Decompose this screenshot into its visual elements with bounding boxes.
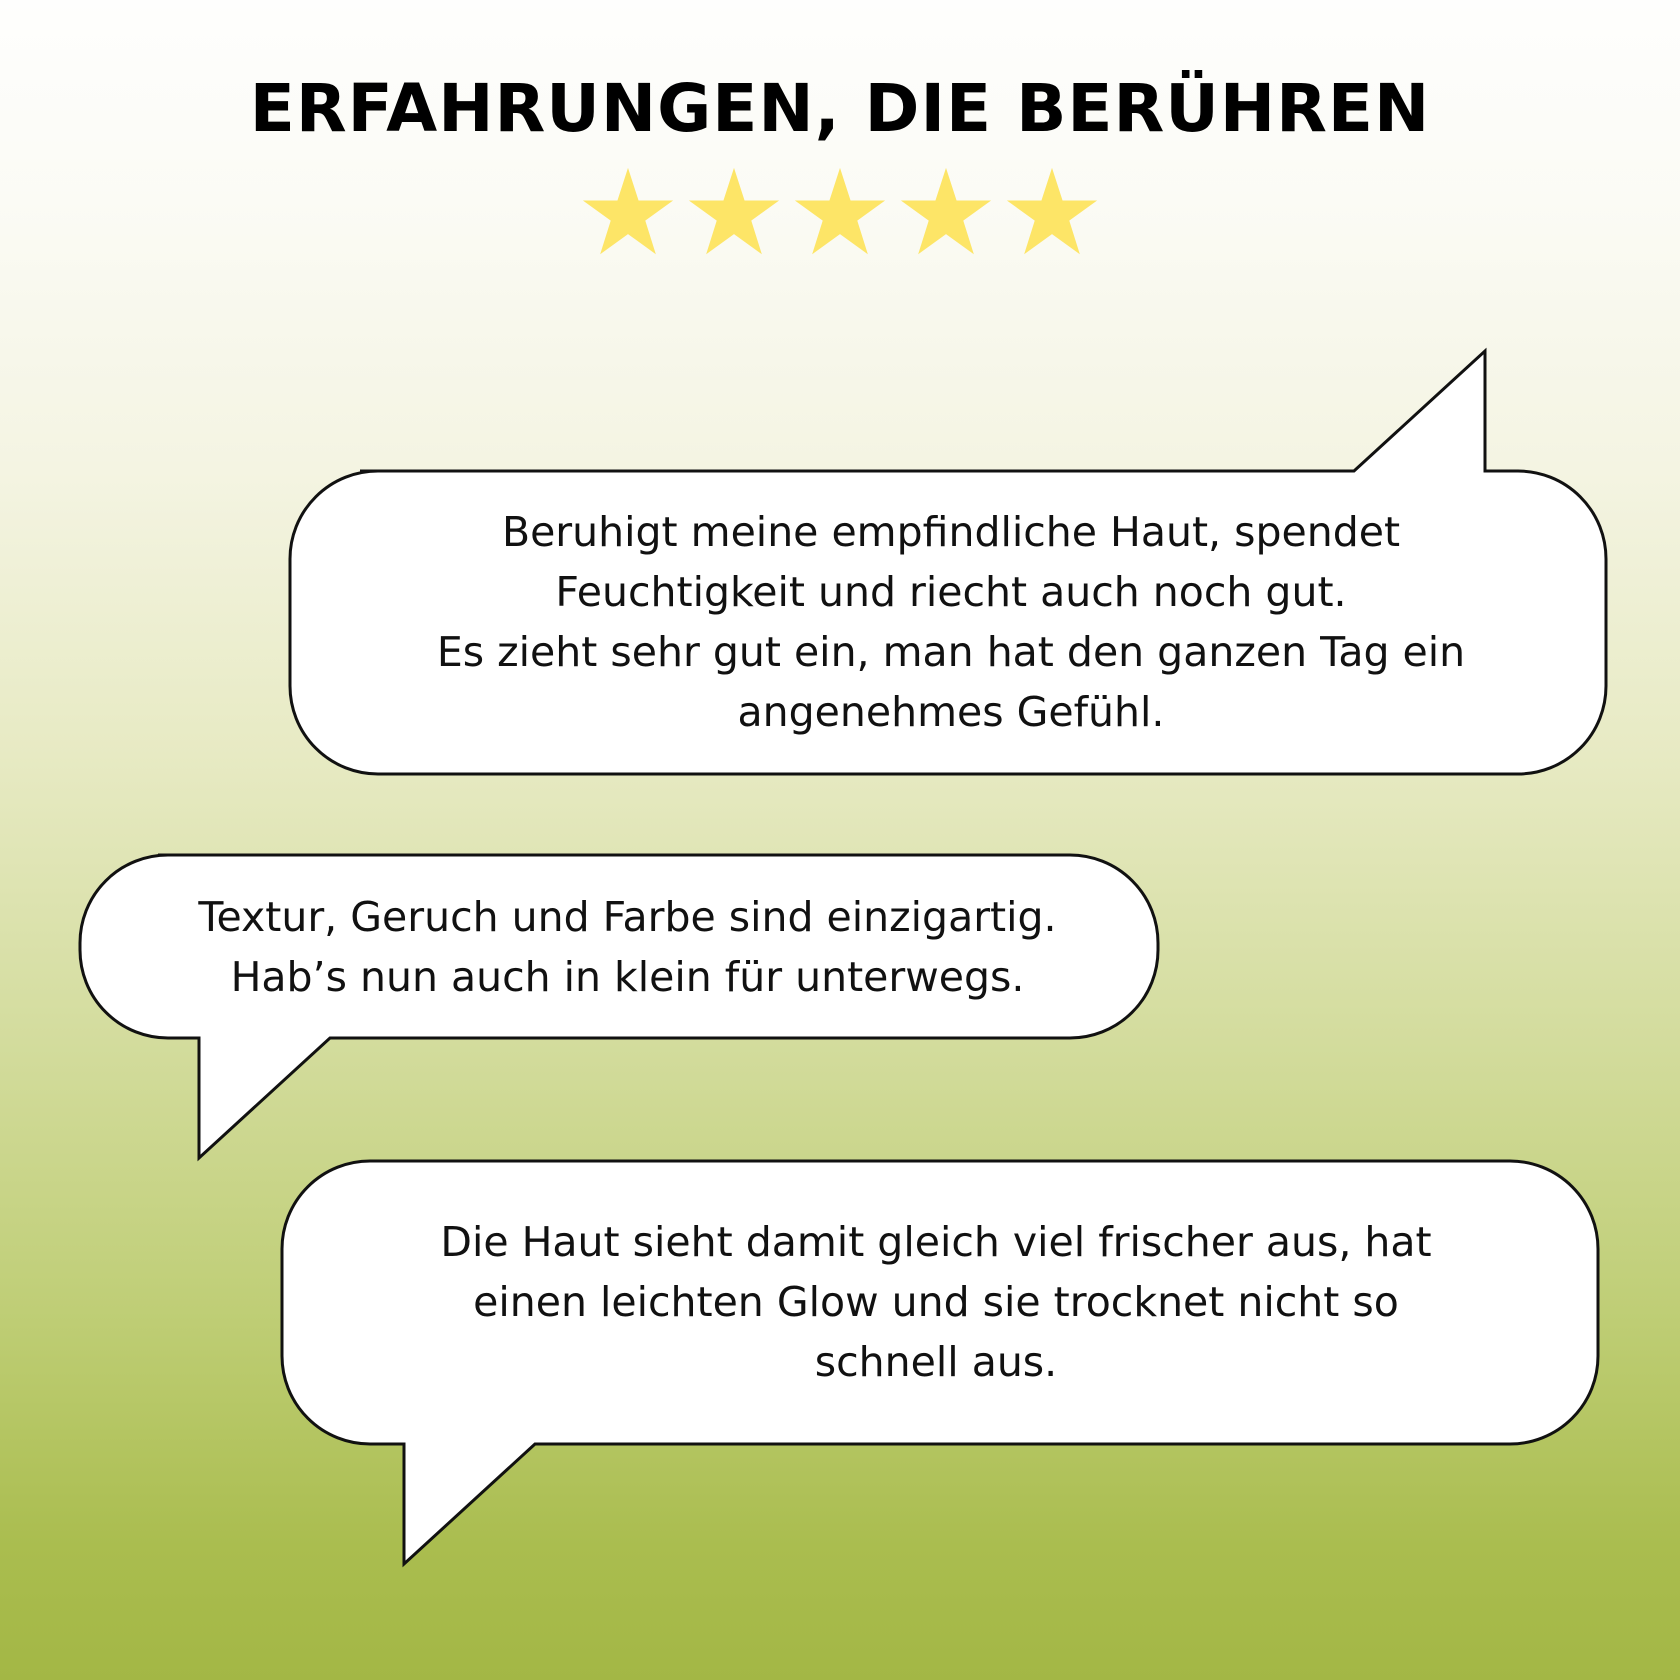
review-text-2: Textur, Geruch und Farbe sind einzigartig. Hab’s nun auch in klein für unterwegs.	[198, 893, 1057, 1001]
page-title: ERFAHRUNGEN, DIE BERÜHREN	[249, 70, 1431, 147]
review-text-1: Beruhigt meine empfindliche Haut, spendet Feuchtigkeit und riecht auch noch gut. Es zieht sehr gut ein, man hat den ganzen Tag ein angenehmes Gefühl.	[436, 508, 1466, 736]
review-text-3: Die Haut sieht damit gleich viel frischer aus, hat einen leichten Glow und sie trocknet nicht so schnell aus.	[440, 1218, 1432, 1386]
